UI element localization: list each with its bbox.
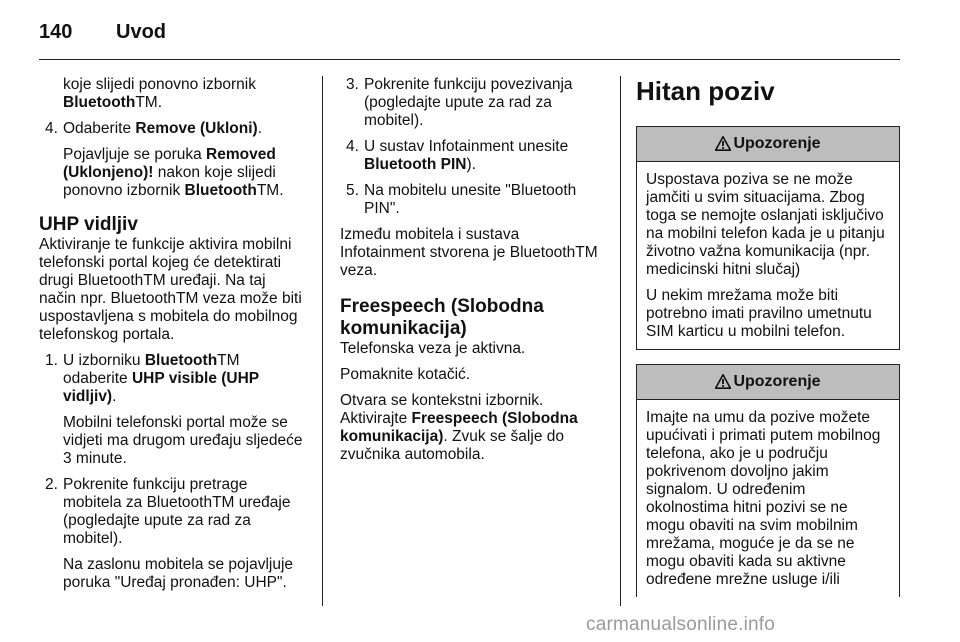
- bluetooth-pin-label: Bluetooth PIN: [364, 156, 467, 173]
- column-left: [39, 76, 305, 600]
- connection-paragraph: Između mobitela i sustava Infotainment stvorena je BluetoothTM veza.: [340, 226, 598, 279]
- list-item-1: [39, 352, 305, 406]
- uhp-visible-option: UHP visible (UHP vidljiv): [63, 370, 259, 405]
- bluetooth-menu-name: Bluetooth: [184, 182, 257, 199]
- list-item-5: [340, 182, 606, 218]
- freespeech-option: Freespeech (Slobodna komunikacija): [340, 410, 578, 445]
- list-item-4: [340, 138, 606, 174]
- list-item-4: [39, 120, 305, 138]
- warning-icon: [715, 136, 731, 151]
- warning-header: [637, 127, 899, 162]
- warning-header: [637, 365, 899, 400]
- heading-freespeech: Freespeech (Slobodna komunikacija): [340, 296, 544, 339]
- item-text: Pokrenite funkciju povezivanja (pogledajte upute za rad za mobitel).: [364, 76, 573, 129]
- item-number: 4.: [346, 138, 359, 155]
- tm-suffix: TM.: [135, 94, 163, 111]
- remove-option: Remove (Ukloni): [135, 120, 258, 137]
- item-punct: .: [112, 388, 117, 405]
- item-text: U izborniku: [63, 352, 145, 369]
- warning-box: [636, 126, 900, 350]
- item-punct: .: [257, 120, 263, 137]
- warning-title: Upozorenje: [733, 373, 821, 390]
- freespeech-p3: [340, 392, 606, 464]
- column-divider: [620, 76, 621, 606]
- heading-uhp-visible: UHP vidljiv: [39, 214, 138, 235]
- removed-message: Removed (Uklonjeno)!: [63, 146, 276, 181]
- header-rule: [39, 59, 900, 60]
- item4-p-text: Pojavljuje se poruka: [63, 146, 207, 163]
- warning-title: Upozorenje: [733, 135, 821, 152]
- item-number: 2.: [45, 476, 58, 493]
- list-item-2: [39, 476, 305, 548]
- warning-box: [636, 364, 900, 597]
- bluetooth-menu-name: Bluetooth: [144, 352, 218, 369]
- warning-text: Imajte na umu da pozive možete upućivati i primati putem mobilnog telefona, ako je u području pokrivenom dovoljno jakim signalom. U određenim okolnostima hitni pozivi se ne mogu obaviti na svim mobilnim mrežama, moguće je da se ne mogu obaviti kada su aktivne određene mrežne usluge i/ili: [646, 409, 881, 588]
- warning-body: [637, 162, 899, 349]
- warning-icon: [715, 374, 731, 389]
- item-number: 5.: [346, 182, 359, 199]
- item4-paragraph: [39, 146, 305, 200]
- freespeech-p2: Pomaknite kotačić.: [340, 366, 471, 383]
- item-text-mid: TM odaberite: [63, 352, 240, 387]
- heading-emergency-call: Hitan poziv: [636, 76, 775, 106]
- item-text: Pokrenite funkciju pretrage mobitela za BluetoothTM uređaje (pogledajte upute za rad za mobitel).: [63, 476, 291, 547]
- list-item-3: [340, 76, 606, 130]
- bluetooth-menu-name: Bluetooth: [63, 94, 136, 111]
- column-divider: [322, 76, 323, 606]
- step1-paragraph: Mobilni telefonski portal može se vidjeti ma drugom uređaju sljedeće 3 minute.: [63, 414, 303, 467]
- warning-body: [637, 400, 899, 597]
- page-number: 140: [39, 21, 73, 43]
- uhp-paragraph: Aktiviranje te funkcije aktivira mobilni telefonski portal kojeg će detektirati drugi BluetoothTM uređaji. Na taj način npr. BluetoothTM veza može biti uspostavljena s mobitela do mobilnog telefonskog portala.: [39, 236, 302, 343]
- item4-p-mid: nakon koje slijedi ponovno izbornik: [63, 164, 276, 199]
- p3-text-end: . Zvuk se šalje do zvučnika automobila.: [340, 428, 564, 463]
- continued-text: [39, 76, 305, 112]
- item-number: 3.: [346, 76, 359, 93]
- freespeech-p1: Telefonska veza je aktivna.: [340, 340, 526, 357]
- warning-text: Uspostava poziva se ne može jamčiti u svim situacijama. Zbog toga se nemojte oslanjati isključivo na mobilni telefon kada je u pitanju životno važna komunikacija (npr. medicinski hitni slučaj): [646, 171, 885, 278]
- item-number: 4.: [45, 120, 58, 137]
- step2-paragraph: Na zaslonu mobitela se pojavljuje poruka "Uređaj pronađen: UHP".: [63, 556, 294, 591]
- item-text: Odaberite: [63, 120, 136, 137]
- column-right: [636, 76, 900, 611]
- item-text: U sustav Infotainment unesite: [364, 138, 569, 155]
- continued-line: koje slijedi ponovno izbornik: [63, 76, 257, 93]
- watermark: carmanualsonline.info: [586, 614, 776, 635]
- column-middle: [340, 76, 606, 472]
- item-number: 1.: [45, 352, 58, 369]
- p3-text: Otvara se kontekstni izbornik. Aktivirajte: [340, 392, 544, 427]
- item-text: Na mobitelu unesite "Bluetooth PIN".: [364, 182, 577, 217]
- item-punct: ).: [466, 156, 476, 173]
- warning-text: U nekim mrežama može biti potrebno imati pravilno umetnutu SIM karticu u mobilni telefon.: [646, 287, 872, 340]
- tm-suffix: TM.: [256, 182, 284, 199]
- section-title: Uvod: [116, 21, 166, 43]
